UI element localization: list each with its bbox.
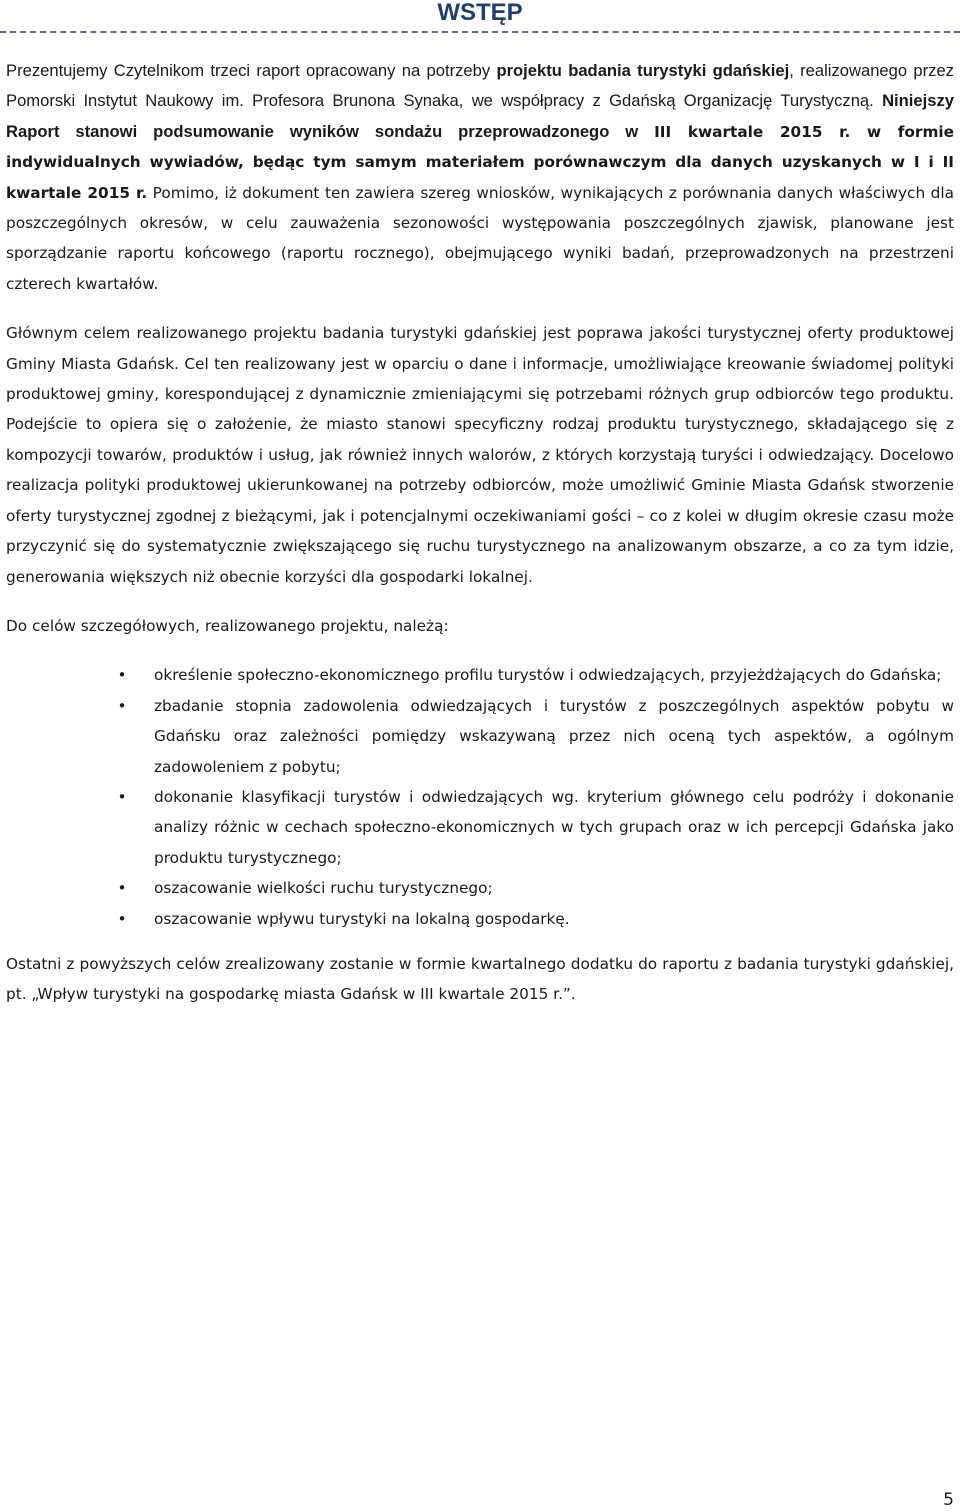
intro-text-3: Pomimo, iż dokument ten zawiera szereg wniosków, wynikających z porównania danych właściwych dla poszczególnych okresów, w celu zauważenia sezonowości występowania poszczególnych zjawisk, planowane jest sporządzanie raportu końcowego (raportu rocznego), obejmującego wyniki badań, przeprowadzonych na przestrzeni czterech kwartałów. bbox=[6, 183, 955, 293]
title-divider bbox=[0, 31, 960, 33]
bullet-icon: • bbox=[117, 909, 127, 928]
intro-text-2: , realizowanego przez Pomorski Instytut Naukowy im. Profesora Brunona Synaka, we współpracy z Gdańską Organizację Turystyczną. bbox=[6, 61, 954, 111]
document-body bbox=[6, 56, 954, 1029]
intro-project-name: projektu badania turystyki gdańskiej bbox=[496, 61, 790, 80]
list-item bbox=[6, 904, 954, 934]
list-item bbox=[6, 660, 954, 690]
list-item bbox=[6, 873, 954, 903]
list-item bbox=[6, 691, 954, 782]
list-item-text: określenie społeczno-ekonomicznego profilu turystów i odwiedzających, przyjeżdżających do Gdańska; bbox=[154, 666, 942, 685]
main-goal-paragraph: Głównym celem realizowanego projektu badania turystyki gdańskiej jest poprawa jakości turystycznej oferty produktowej Gminy Miasta Gdańsk. Cel ten realizowany jest w oparciu o dane i informacje, umożliwiające kreowanie świadomej polityki produktowej gminy, korespondującej z dynamicznie zmieniającymi się potrzebami różnych grup odbiorców tego produktu. Podejście to opiera się o założenie, że miasto stanowi specyficzny rodzaj produktu turystycznego, składającego się z kompozycji towarów, produktów i usług, jak również innych walorów, z których korzystają turyści i odwiedzający. Docelowo realizacja polityki produktowej ukierunkowanej na potrzeby odbiorców, może umożliwić Gminie Miasta Gdańsk stworzenie oferty turystycznej zgodnej z bieżącymi, jak i potencjalnymi oczekiwaniami gości – co z kolei w długim okresie czasu może przyczynić się do systematycznie zwiększającego się ruchu turystycznego na analizowanym obszarze, a co za tym idzie, generowania większych niż obecnie korzyści dla gospodarki lokalnej. bbox=[6, 324, 954, 586]
page-title: WSTĘP bbox=[437, 0, 523, 26]
bullet-icon: • bbox=[117, 787, 127, 806]
detailed-goals-heading: Do celów szczegółowych, realizowanego projektu, należą: bbox=[6, 616, 449, 635]
intro-summary-a: Niniejszy Raport stanowi podsumowanie wyników sondażu przeprowadzonego w bbox=[6, 91, 954, 141]
list-item-text: oszacowanie wielkości ruchu turystycznego; bbox=[154, 879, 493, 898]
closing-paragraph: Ostatni z powyższych celów zrealizowany zostanie w formie kwartalnego dodatku do raportu z badania turystyki gdańskiej, pt. „Wpływ turystyki na gospodarkę miasta Gdańsk w III kwartale 2015 r.”. bbox=[6, 954, 954, 1004]
bullet-icon: • bbox=[117, 666, 127, 685]
list-item-text: oszacowanie wpływu turystyki na lokalną gospodarkę. bbox=[154, 909, 570, 928]
list-item-text: zbadanie stopnia zadowolenia odwiedzających i turystów z poszczególnych aspektów pobytu w Gdańsku oraz zależności pomiędzy wskazywaną przez nich oceną tych aspektów, a ogólnym zadowoleniem z pobytu; bbox=[154, 696, 954, 776]
intro-text-1: Prezentujemy Czytelnikom trzeci raport opracowany na potrzeby bbox=[6, 61, 497, 80]
list-item-text: dokonanie klasyfikacji turystów i odwiedzających wg. kryterium głównego celu podróży i dokonanie analizy różnic w cechach społeczno-ekonomicznych w tych grupach oraz w ich percepcji Gdańska jako produktu turystycznego; bbox=[154, 787, 954, 867]
list-item bbox=[6, 782, 954, 873]
intro-paragraph bbox=[6, 56, 954, 299]
detailed-goals-list bbox=[6, 660, 954, 934]
bullet-icon: • bbox=[117, 879, 127, 898]
bullet-icon: • bbox=[117, 696, 127, 715]
intro-summary-b: III kwartale 2015 r. w formie indywidualnych wywiadów, będąc tym samym materiałem porównawczym dla danych uzyskanych w I i II kwartale 2015 r. bbox=[6, 122, 954, 202]
page-number: 5 bbox=[943, 1490, 954, 1510]
